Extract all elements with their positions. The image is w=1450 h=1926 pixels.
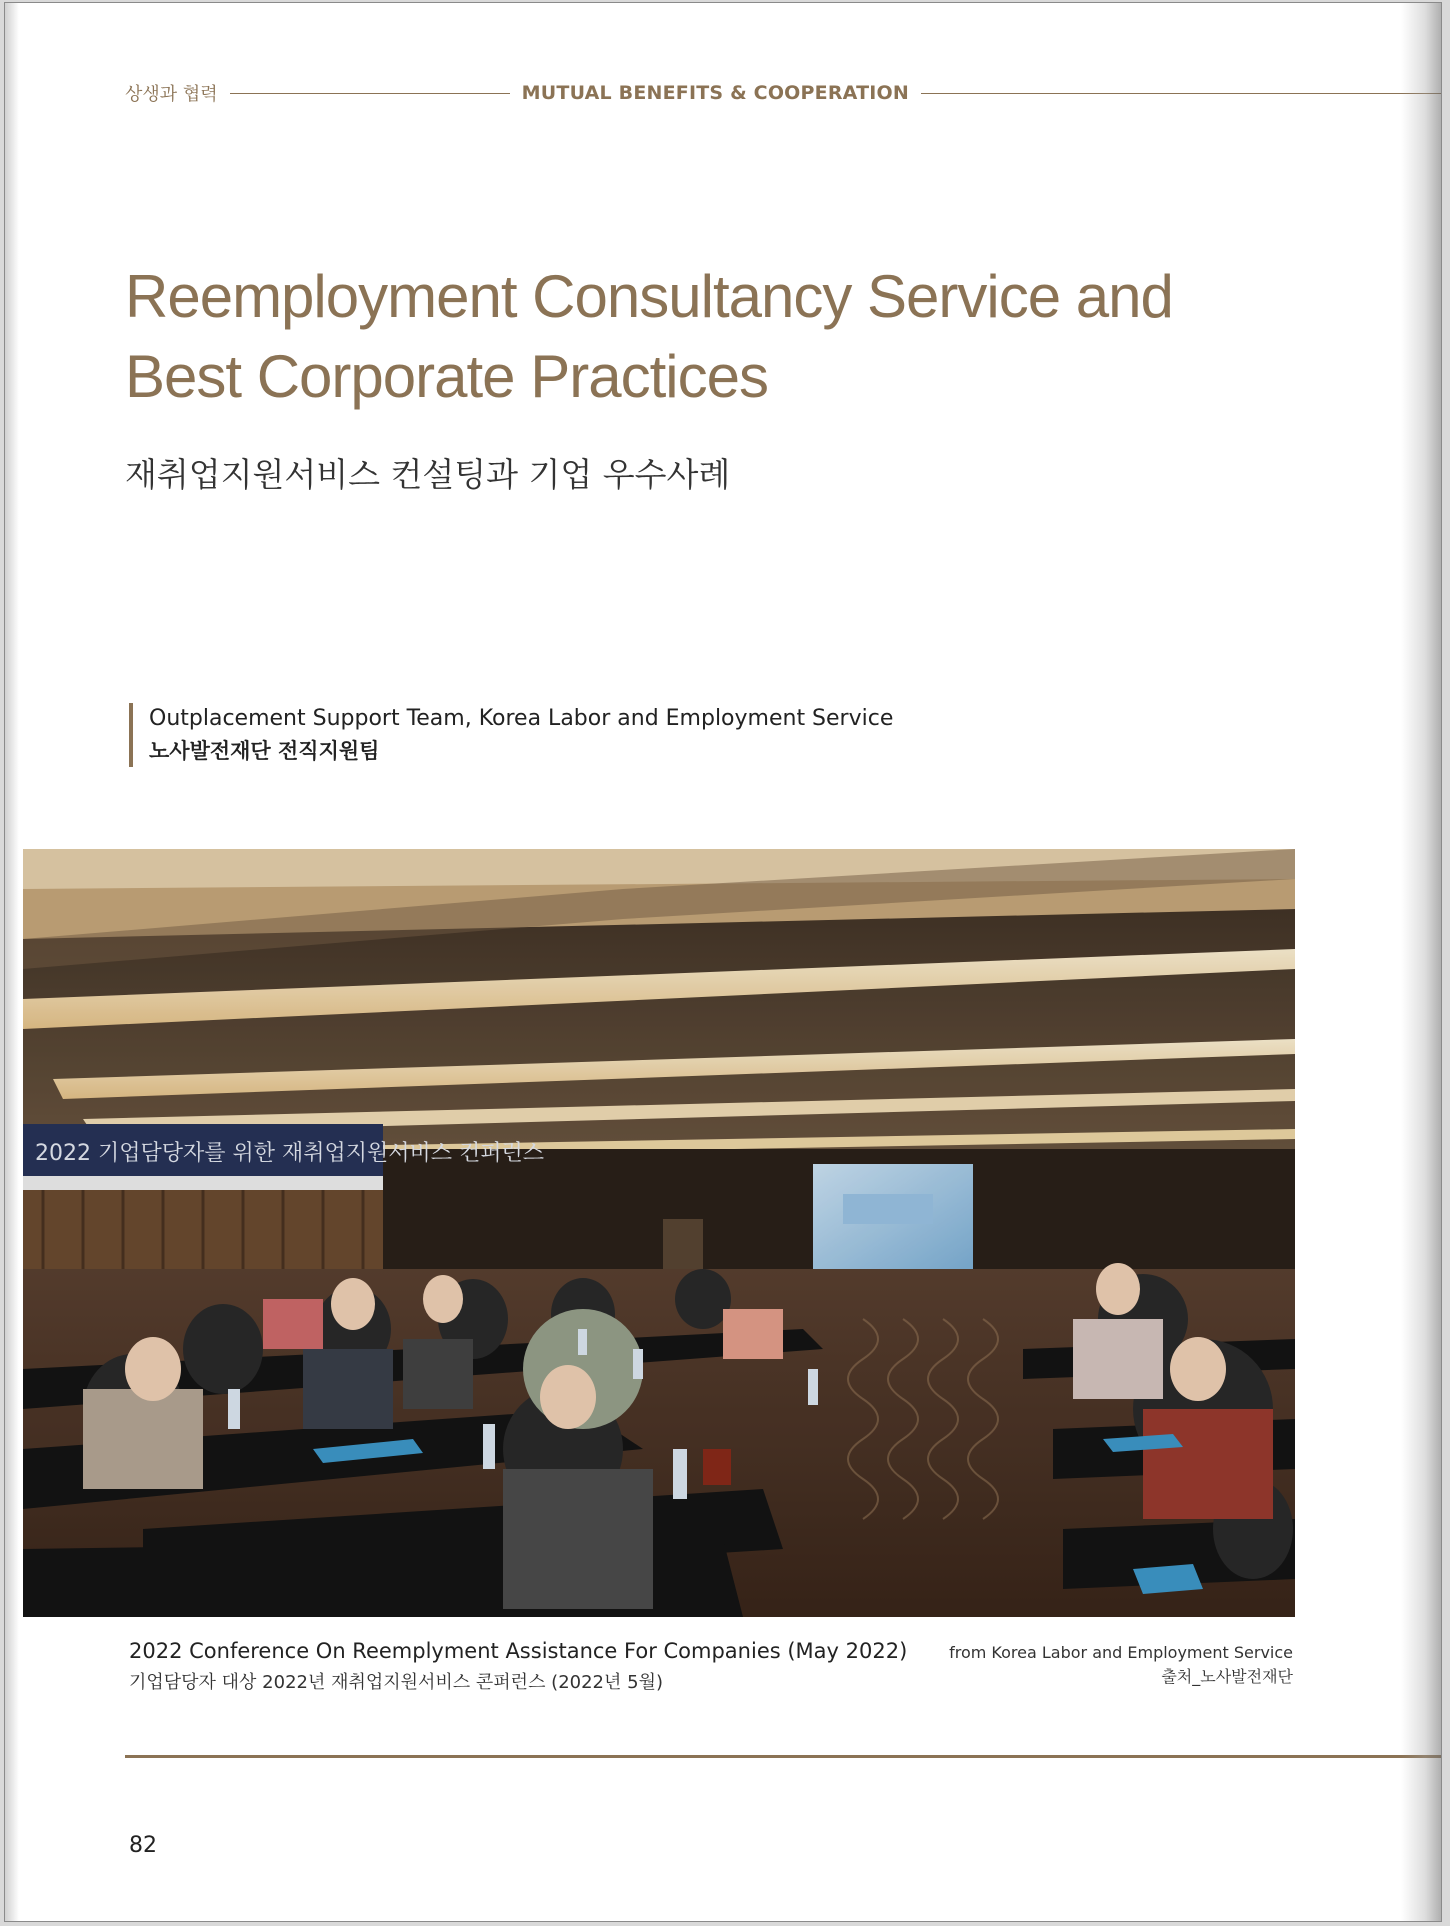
footer-divider xyxy=(125,1755,1441,1758)
photo-source xyxy=(949,1641,1293,1689)
article-title xyxy=(125,257,1205,417)
section-label-en: MUTUAL BENEFITS & COOPERATION xyxy=(521,82,909,104)
source-en: from Korea Labor and Employment Service xyxy=(949,1643,1293,1662)
magazine-page xyxy=(4,2,1442,1922)
article-title-line-1: Reemployment Consultancy Service and xyxy=(125,263,1173,330)
photo-caption xyxy=(129,1635,907,1699)
section-header xyxy=(125,81,1441,105)
article-title-line-2: Best Corporate Practices xyxy=(125,343,768,410)
section-label-kr: 상생과 협력 xyxy=(125,84,218,105)
header-divider xyxy=(921,93,1441,94)
conference-photo xyxy=(23,849,1295,1617)
banner-text: 2022 기업담당자를 위한 재취업지원서비스 컨퍼런스 xyxy=(35,1141,545,1166)
source-kr: 출처_노사발전재단 xyxy=(1161,1667,1293,1686)
page-left-shadow xyxy=(5,3,19,1921)
caption-en: 2022 Conference On Reemplyment Assistance For Companies (May 2022) xyxy=(129,1639,908,1663)
caption-kr: 기업담당자 대상 2022년 재취업지원서비스 콘퍼런스 (2022년 5월) xyxy=(129,1672,663,1693)
author-block xyxy=(129,703,893,767)
page-number: 82 xyxy=(129,1833,157,1858)
author-name-kr: 노사발전재단 전직지원팀 xyxy=(149,739,380,763)
header-divider xyxy=(230,93,510,94)
page-right-shadow xyxy=(1401,3,1441,1921)
article-title-kr: 재취업지원서비스 컨설팅과 기업 우수사례 xyxy=(125,455,731,494)
author-name-en: Outplacement Support Team, Korea Labor and Employment Service xyxy=(149,706,894,731)
